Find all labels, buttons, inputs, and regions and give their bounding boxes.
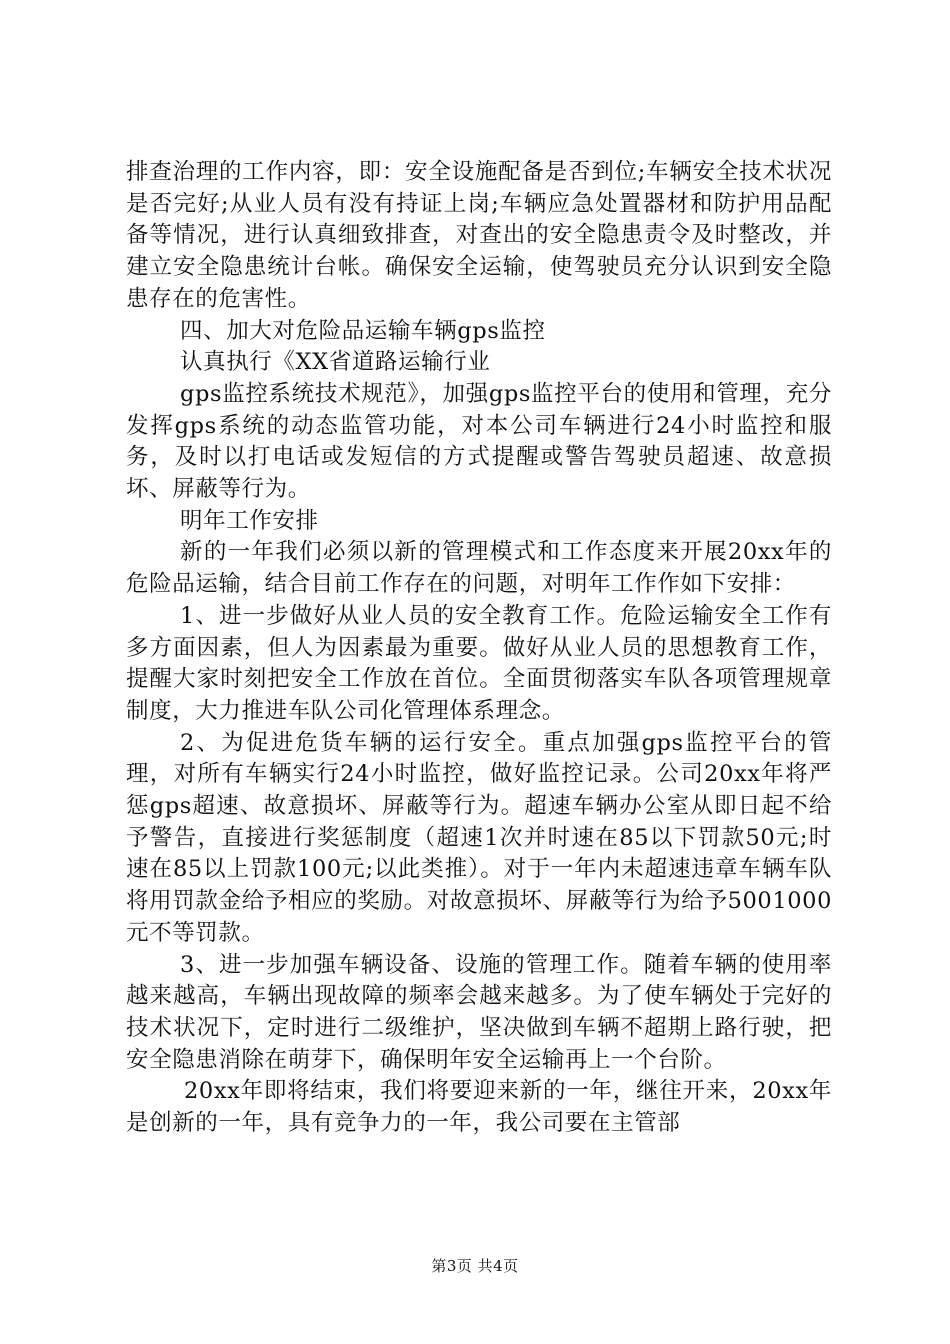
paragraph-next-year-intro: 新的一年我们必须以新的管理模式和工作态度来开展20xx年的危险品运输，结合目前工作存在的问题，对明年工作作如下安排：	[126, 539, 832, 598]
paragraph-plan-item-2: 2、为促进危货车辆的运行安全。重点加强gps监控平台的管理，对所有车辆实行24小时监控，做好监控记录。公司20xx年将严惩gps超速、故意损坏、屏蔽等行为。超速车辆办公室从即日起不给予警告，直接进行奖惩制度（超速1次并时速在85以下罚款50元;时速在85以上罚款100元;以此类推）。对于一年内未超速违章车辆车队将用罚款金给予相应的奖励。对故意损坏、屏蔽等行为给予5001000元不等罚款。	[126, 729, 832, 946]
document-body	[126, 157, 832, 1140]
paragraph-plan-item-1: 1、进一步做好从业人员的安全教育工作。危险运输安全工作有多方面因素，但人为因素最为重要。做好从业人员的思想教育工作，提醒大家时刻把安全工作放在首位。全面贯彻落实车队各项管理规章制度，大力推进车队公司化管理体系理念。	[126, 602, 832, 724]
paragraph-plan-item-3: 3、进一步加强车辆设备、设施的管理工作。随着车辆的使用率越来越高，车辆出现故障的频率会越来越多。为了使车辆处于完好的技术状况下，定时进行二级维护，坚决做到车辆不超期上路行驶，把安全隐患消除在萌芽下，确保明年安全运输再上一个台阶。	[126, 951, 832, 1073]
section-heading-gps-monitoring: 四、加大对危险品运输车辆gps监控	[180, 317, 546, 344]
page-footer: 第3页 共4页	[431, 1257, 519, 1275]
section-heading-next-year-plan: 明年工作安排	[180, 507, 319, 534]
paragraph-regulation-title: 认真执行《XX省道路运输行业	[180, 349, 491, 376]
paragraph-closing: 20xx年即将结束，我们将要迎来新的一年，继往开来，20xx年是创新的一年，具有竞争力的一年，我公司要在主管部	[126, 1078, 832, 1137]
paragraph-gps-platform: gps监控系统技术规范》，加强gps监控平台的使用和管理，充分发挥gps系统的动态监管功能，对本公司车辆进行24小时监控和服务，及时以打电话或发短信的方式提醒或警告驾驶员超速、故意损坏、屏蔽等行为。	[126, 380, 832, 503]
paragraph-hazard-inspection: 排查治理的工作内容，即：安全设施配备是否到位;车辆安全技术状况是否完好;从业人员有没有持证上岗;车辆应急处置器材和防护用品配备等情况，进行认真细致排查，对查出的安全隐患责令及时整改，并建立安全隐患统计台帐。确保安全运输，使驾驶员充分认识到安全隐患存在的危害性。	[126, 159, 832, 312]
